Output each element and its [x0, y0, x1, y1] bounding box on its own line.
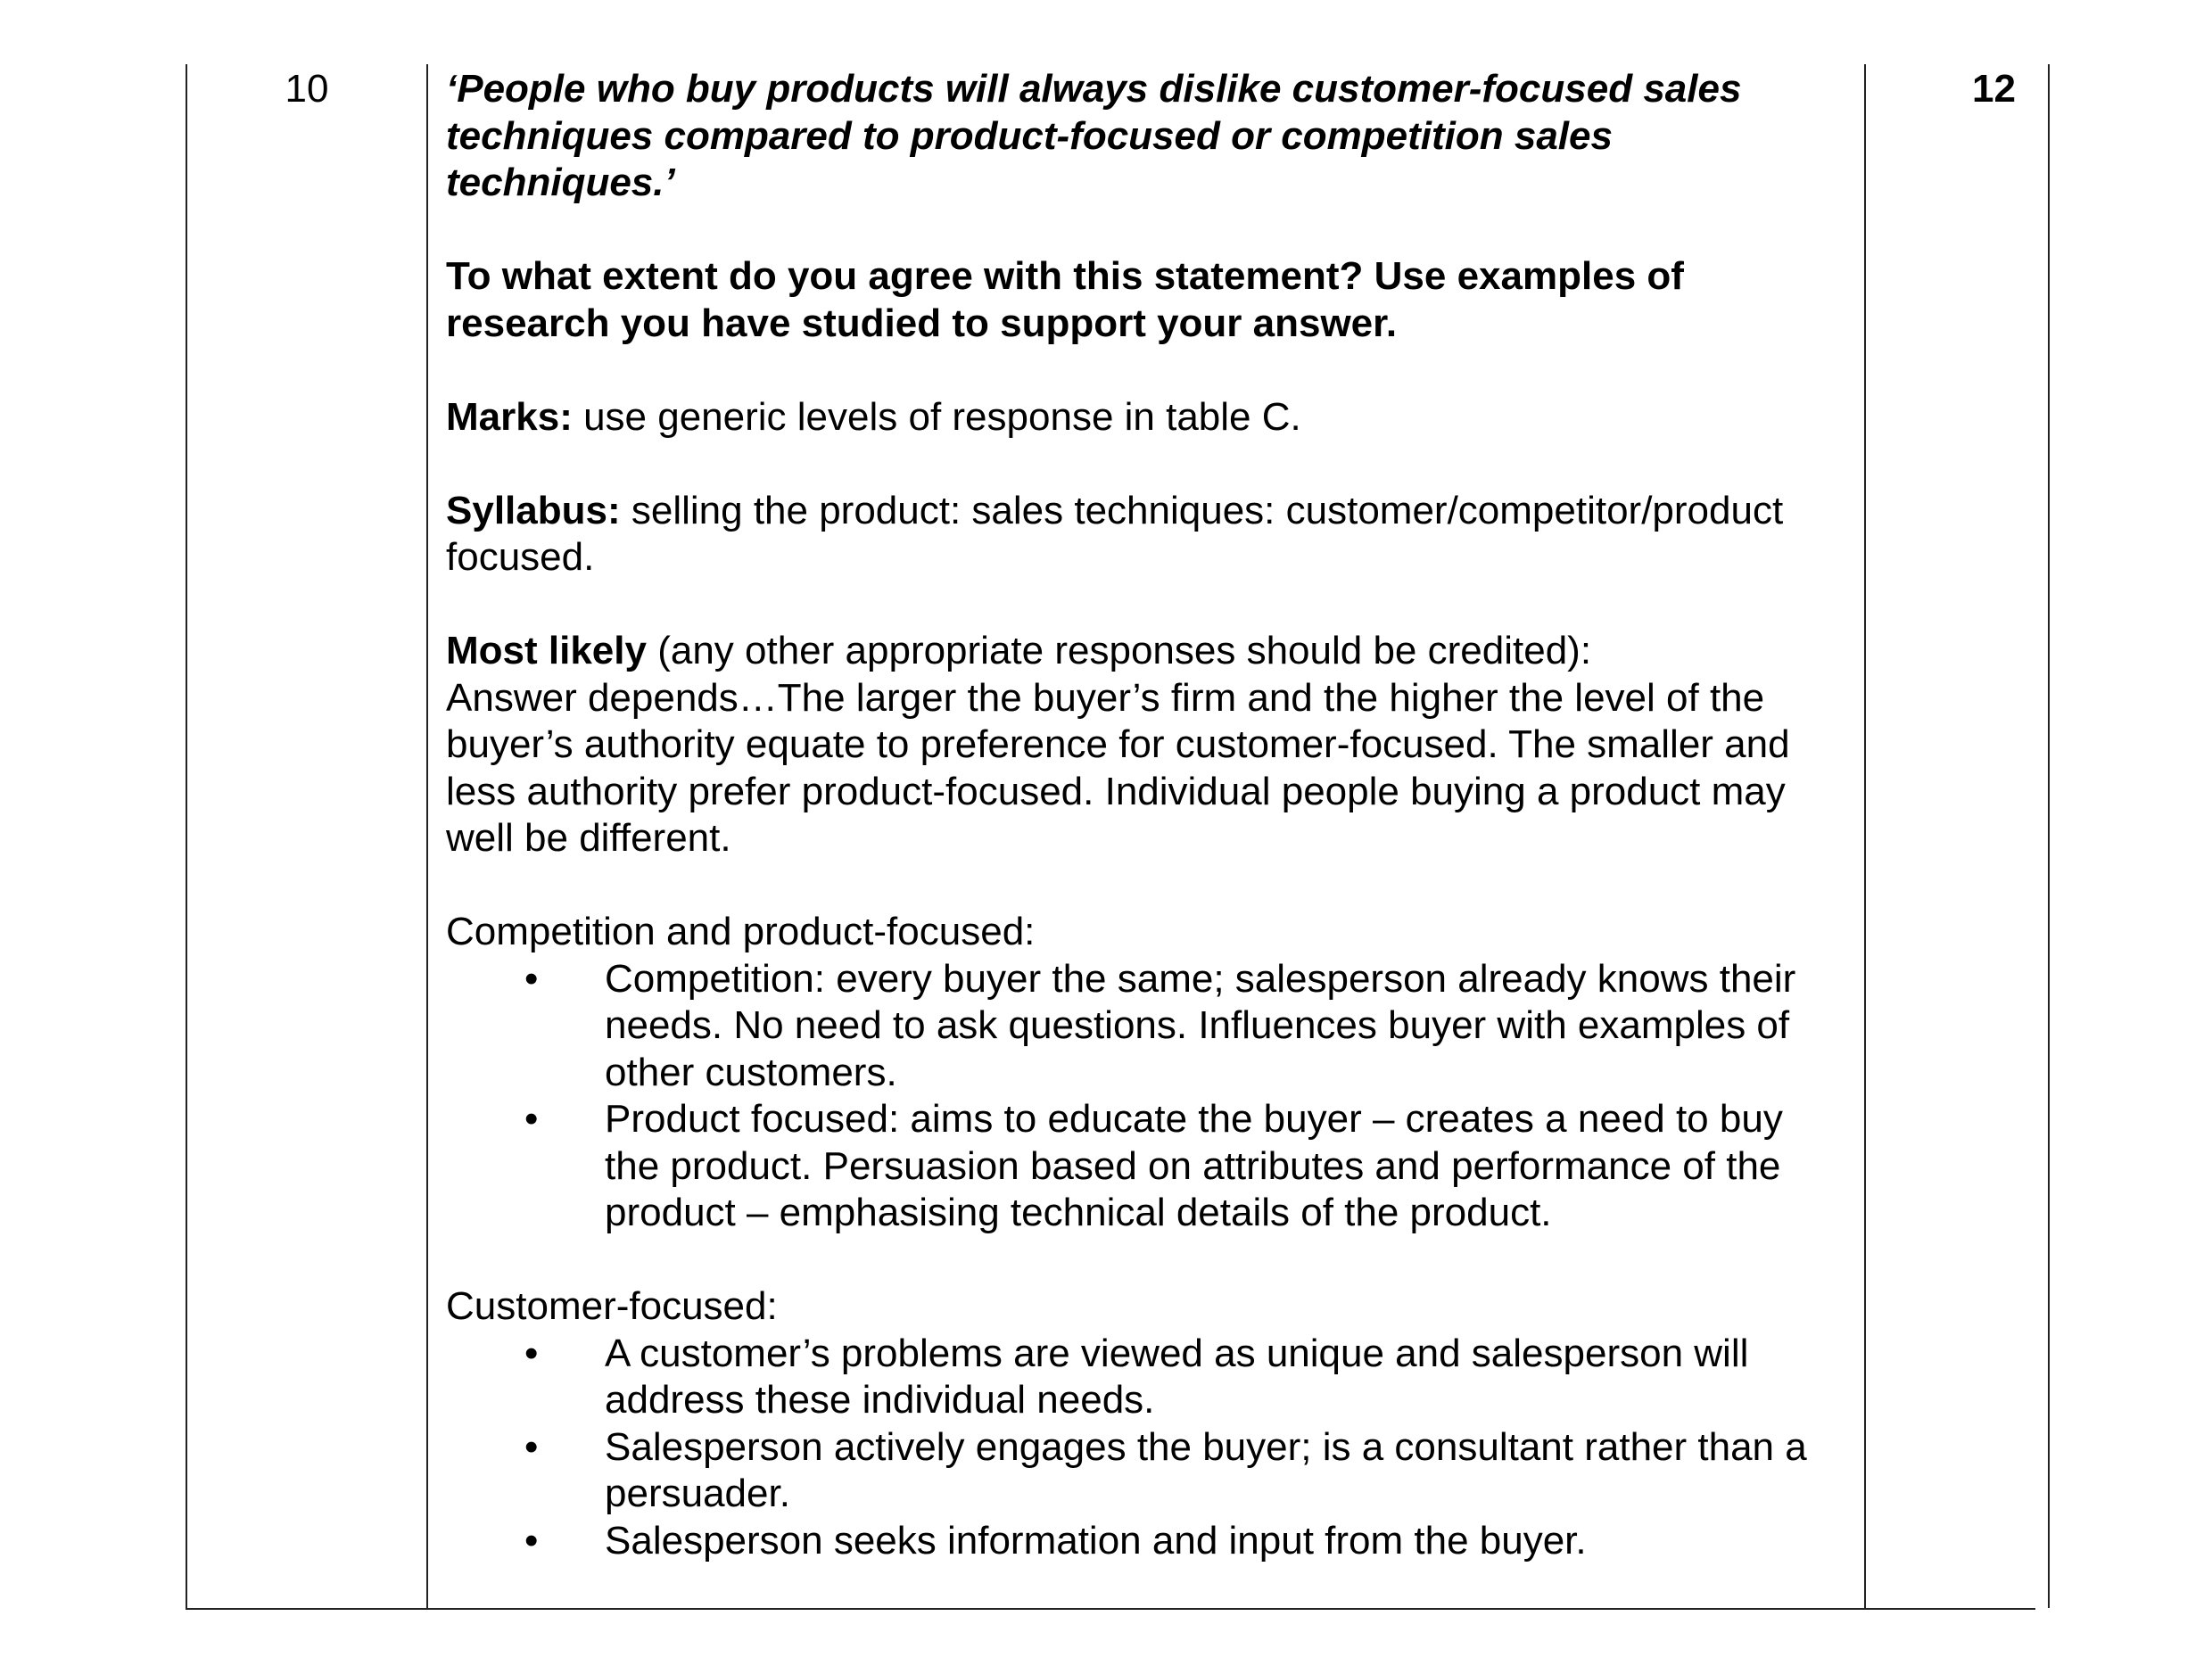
- question-number: 10: [285, 67, 329, 111]
- most-likely-label: Most likely: [446, 629, 647, 672]
- marks-label: Marks:: [446, 394, 573, 439]
- bullet-text: Salesperson actively engages the buyer; is a consultant rather than a persuader.: [605, 1424, 1807, 1515]
- list-item: [446, 1331, 1845, 1424]
- marks-text: use generic levels of response in table C.: [572, 394, 1301, 439]
- syllabus-guidance: [446, 488, 1845, 581]
- syllabus-label: Syllabus:: [446, 488, 621, 532]
- bullet-text: Product focused: aims to educate the buyer – creates a need to buy the product. Persuasion based on attributes and performance of the product – emphasising technical details of the product.: [605, 1097, 1783, 1234]
- customer-heading: Customer-focused:: [446, 1284, 778, 1328]
- bullet-text: Competition: every buyer the same; salesperson already knows their needs. No need to ask questions. Influences buyer with examples of other customers.: [605, 956, 1796, 1094]
- competition-bullet-list: [446, 956, 1845, 1237]
- bullet-glyph: •: [524, 1331, 539, 1375]
- bullet-text: Salesperson seeks information and input from the buyer.: [605, 1518, 1587, 1563]
- question-instruction: To what extent do you agree with this statement? Use examples of research you have studied to support your answer.: [446, 254, 1684, 345]
- customer-bullet-list: [446, 1331, 1845, 1565]
- table-right-border: [2048, 64, 2050, 1608]
- marks-guidance: [446, 394, 1845, 441]
- most-likely-text: (any other appropriate responses should be credited):: [646, 629, 1592, 672]
- syllabus-text: selling the product: sales techniques: customer/competitor/product focused.: [446, 488, 1784, 579]
- bullet-glyph: •: [524, 1097, 539, 1141]
- bullet-glyph: •: [524, 956, 539, 1001]
- bullet-glyph: •: [524, 1424, 539, 1469]
- list-item: [446, 1096, 1845, 1237]
- column-divider: [426, 64, 428, 1608]
- most-likely-answer: Answer depends…The larger the buyer’s firm and the higher the level of the buyer’s authority equate to preference for customer-focused. The smaller and less authority prefer product-focused. Individual people buying a product may well be different.: [446, 675, 1790, 860]
- mark-scheme-table: [186, 64, 2035, 1610]
- competition-heading: Competition and product-focused:: [446, 910, 1036, 953]
- list-item: [446, 1518, 1845, 1565]
- column-divider: [1864, 64, 1866, 1608]
- list-item: [446, 956, 1845, 1097]
- bullet-glyph: •: [524, 1518, 539, 1563]
- question-quote: ‘People who buy products will always dislike customer-focused sales techniques compared to product-focused or competition sales techniques.’: [446, 67, 1742, 204]
- most-likely-guidance: [446, 628, 1845, 675]
- marks-value: 12: [1972, 67, 2016, 111]
- bullet-text: A customer’s problems are viewed as unique and salesperson will address these individual needs.: [605, 1331, 1749, 1422]
- answer-cell: [446, 66, 1845, 1564]
- list-item: [446, 1424, 1845, 1518]
